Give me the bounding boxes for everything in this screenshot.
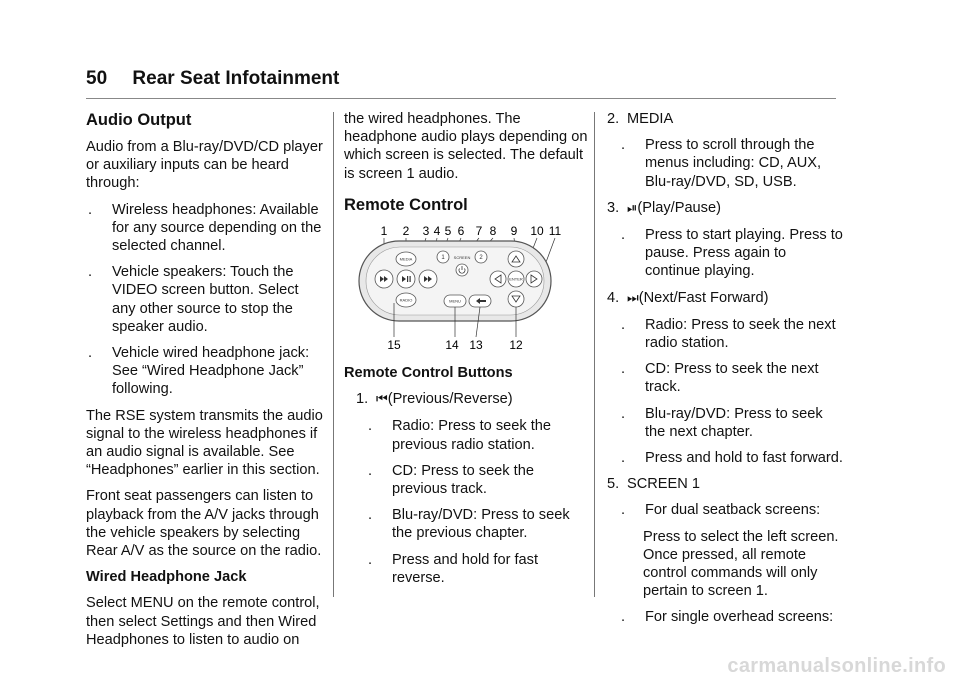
list-item: . Press and hold for fast reverse. [368,551,539,586]
screen-2-label: 2 [479,254,483,261]
remote-caption: Remote Control Buttons [344,365,513,382]
callout-2: 2 [402,223,410,238]
item-1-previous: 1. ⏮(Previous/Reverse) [356,391,513,408]
list-item: . Wireless headphones: Available for any source depending on the selected channel. [88,201,322,255]
callout-5: 5 [444,223,452,238]
column-1 [86,110,324,657]
screen-1-paragraph: Press to select the left screen. Once pressed, all remote control commands will only pertain to screen 1. [643,528,839,600]
remote-control-diagram [344,223,590,358]
callout-15: 15 [387,337,401,352]
next-icon: ⏭ [627,290,639,306]
item-3-play-pause: 3. ⏯(Play/Pause) [607,199,721,216]
callout-6: 6 [457,223,465,238]
list-item: . For dual seatback screens: [621,502,821,519]
screen-1-label: 1 [441,254,445,261]
footer [0,655,960,678]
media-button-label: MEDIA [399,256,413,262]
menu-button-label: MENU [449,298,461,304]
watermark: carmanualsonline.info [727,655,946,677]
callout-11: 11 [548,223,562,238]
rse-transmit-paragraph: The RSE system transmits the audio signal to the wireless headphones if an audio signal is available. See “Headphones” earlier in this section. [86,407,323,479]
item-4-next: 4. ⏭(Next/Fast Forward) [607,289,769,306]
callout-3: 3 [422,223,430,238]
right-button [526,271,542,287]
up-button [508,251,524,267]
previous-icon: ⏮ [376,392,388,408]
list-item: . Radio: Press to seek the previous radio station. [368,418,551,453]
audio-output-intro: Audio from a Blu-ray/DVD/CD player or auxiliary inputs can be heard through: [86,139,323,192]
page-header [86,68,339,90]
column-2 [344,110,590,595]
list-item: . Vehicle speakers: Touch the VIDEO screen button. Select any other source to stop the speaker audio. [88,264,299,335]
play-pause-icon: ⏯ [627,200,638,216]
callout-9: 9 [510,223,518,238]
callout-1: 1 [380,223,388,238]
list-item: . CD: Press to seek the previous track. [368,462,534,498]
list-item: . CD: Press to seek the next track. [621,361,819,396]
callout-8: 8 [489,223,497,238]
left-button [490,271,506,287]
screen-label: SCREEN [453,254,471,260]
wired-headphone-heading: Wired Headphone Jack [86,569,247,586]
remote-control-illustration [344,223,564,353]
list-item: . Vehicle wired headphone jack: See “Wired Headphone Jack” following. [88,345,310,398]
callout-7: 7 [475,223,483,238]
list-item: . Blu-ray/DVD: Press to seek the previous chapter. [368,507,570,542]
column-divider [594,112,595,597]
header-rule [86,98,836,99]
list-item: . For single overhead screens: [621,609,834,626]
remote-control-heading: Remote Control [344,195,468,214]
item-2-media: 2. MEDIA [607,111,674,127]
wired-headphone-paragraph: Select MENU on the remote control, then select Settings and then Wired Headphones to listen to audio on [86,595,320,648]
callout-12: 12 [509,337,523,352]
radio-button-label: RADIO [399,297,413,303]
enter-button-label: ENTER [509,276,523,282]
callout-10: 10 [530,223,544,238]
column-divider [333,112,334,597]
column-3 [607,110,843,635]
callout-4: 4 [433,223,441,238]
down-button [508,291,524,307]
callout-13: 13 [469,337,483,352]
list-item: . Press to scroll through the menus including: CD, AUX, Blu-ray/DVD, SD, USB. [621,137,822,190]
audio-output-heading: Audio Output [86,111,192,129]
front-seat-paragraph: Front seat passengers can listen to playback from the A/V jacks through the vehicle speakers by selecting Rear A/V as the source on the radio. [86,488,322,560]
continued-paragraph: the wired headphones. The headphone audio plays depending on which screen is selected. The default is screen 1 audio. [344,111,588,182]
page-number: 50 [86,68,108,89]
list-item: . Press and hold to fast forward. [621,450,843,467]
list-item: . Press to start playing. Press to pause. Press again to continue playing. [621,227,843,280]
list-item: . Blu-ray/DVD: Press to seek the next chapter. [621,405,823,440]
item-5-screen-1: 5. SCREEN 1 [607,476,700,493]
section-title: Rear Seat Infotainment [132,68,340,89]
callout-14: 14 [445,337,459,352]
list-item: . Radio: Press to seek the next radio station. [621,316,836,352]
